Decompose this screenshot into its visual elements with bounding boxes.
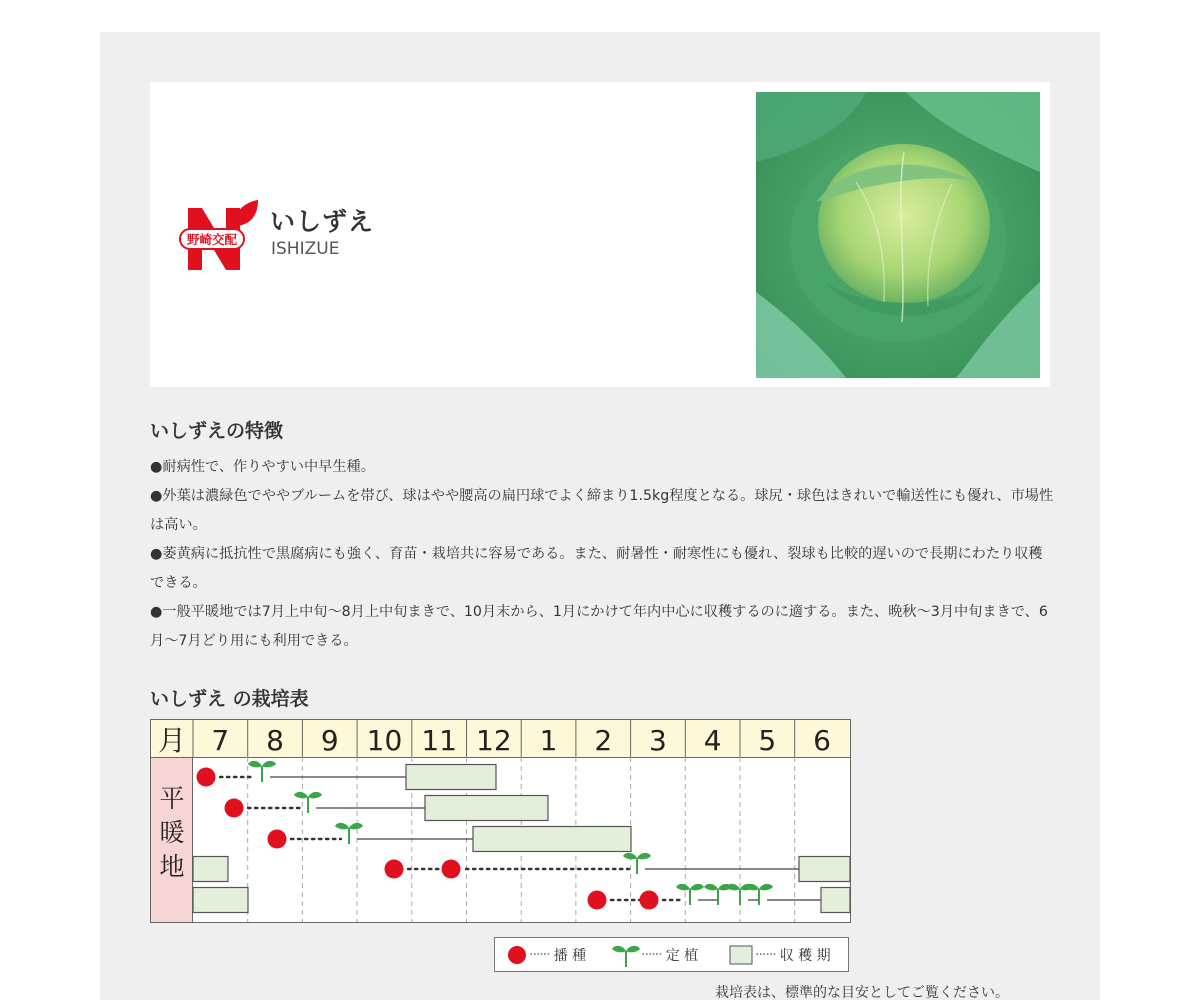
month-tick-label: 9 <box>320 724 339 757</box>
cultivation-schedule-chart <box>150 719 852 924</box>
feature-item: ●外葉は濃緑色でややブルームを帯び、球はやや腰高の扁円球でよく締まり1.5kg程度となる。球尻・球色はきれいで輸送性にも優れ、市場性は高い。 <box>150 488 1054 533</box>
harvest-period-box <box>406 765 496 790</box>
feature-item: ●耐病性で、作りやすい中早生種。 <box>150 459 375 475</box>
harvest-period-box <box>473 827 631 852</box>
feature-item: ●萎黄病に抵抗性で黒腐病にも強く、育苗・栽培共に容易である。また、耐暑性・耐寒性にも優れ、裂球も比較的遅いので長期にわたり収穫できる。 <box>150 546 1043 591</box>
harvest-period-box <box>193 888 248 913</box>
harvest-period-box <box>193 857 228 882</box>
legend-harvest-label: 収 穫 期 <box>779 947 831 964</box>
seedling-icon <box>611 943 641 967</box>
chart-legend <box>494 937 849 972</box>
harvest-period-box <box>425 796 548 821</box>
sowing-dot <box>442 860 461 879</box>
sowing-dot <box>225 799 244 818</box>
product-name: いしずえ <box>270 207 375 236</box>
month-tick-label: 1 <box>539 724 558 757</box>
harvest-box-icon <box>729 945 753 965</box>
month-tick-label: 2 <box>594 724 613 757</box>
month-tick-label: 12 <box>476 724 512 757</box>
sowing-dot <box>268 830 287 849</box>
legend-sowing-label: 播 種 <box>553 947 587 964</box>
product-romaji: ISHIZUE <box>271 239 340 259</box>
feature-item: ●一般平暖地では7月上中旬〜8月上中旬まきで、10月末から、1月にかけて年内中心に収穫するのに適する。また、晩秋〜3月中旬まきで、6月〜7月どり用にも利用できる。 <box>150 604 1048 649</box>
product-header <box>150 82 1050 387</box>
nozaki-logo <box>178 196 258 276</box>
month-tick-label: 10 <box>366 724 403 757</box>
sowing-dot-icon <box>507 945 529 965</box>
harvest-period-box <box>799 857 850 882</box>
month-tick-label: 7 <box>211 724 230 757</box>
harvest-period-box <box>821 888 850 913</box>
month-header-label: 月 <box>157 724 187 757</box>
month-tick-label: 11 <box>421 724 457 757</box>
content-panel <box>100 32 1100 1000</box>
legend-transplant-label: 定 植 <box>665 947 699 964</box>
features-heading: いしずえの特徴 <box>150 420 284 442</box>
logo-text: 野崎交配 <box>186 232 238 247</box>
month-tick-label: 6 <box>813 724 831 757</box>
month-tick-label: 8 <box>266 724 284 757</box>
sowing-dot <box>197 768 216 787</box>
region-label-char: 平 <box>159 784 185 813</box>
sowing-dot <box>640 891 659 910</box>
legend-harvest: ······ 収 穫 期 <box>729 938 831 971</box>
region-label-char: 地 <box>159 852 185 881</box>
month-tick-label: 4 <box>703 724 722 757</box>
schedule-note: 栽培表は、標準的な目安としてご覧ください。 <box>715 985 1009 1001</box>
region-label-char: 暖 <box>159 818 185 847</box>
schedule-heading: いしずえ の栽培表 <box>150 688 309 710</box>
month-tick-label: 5 <box>758 724 777 757</box>
cabbage-photo <box>756 92 1040 378</box>
sowing-dot <box>588 891 607 910</box>
month-tick-label: 3 <box>649 724 667 757</box>
legend-sowing: ······ 播 種 <box>507 938 586 971</box>
features-list <box>150 453 1055 656</box>
legend-transplant: ······ 定 植 <box>611 938 698 971</box>
sowing-dot <box>385 860 404 879</box>
